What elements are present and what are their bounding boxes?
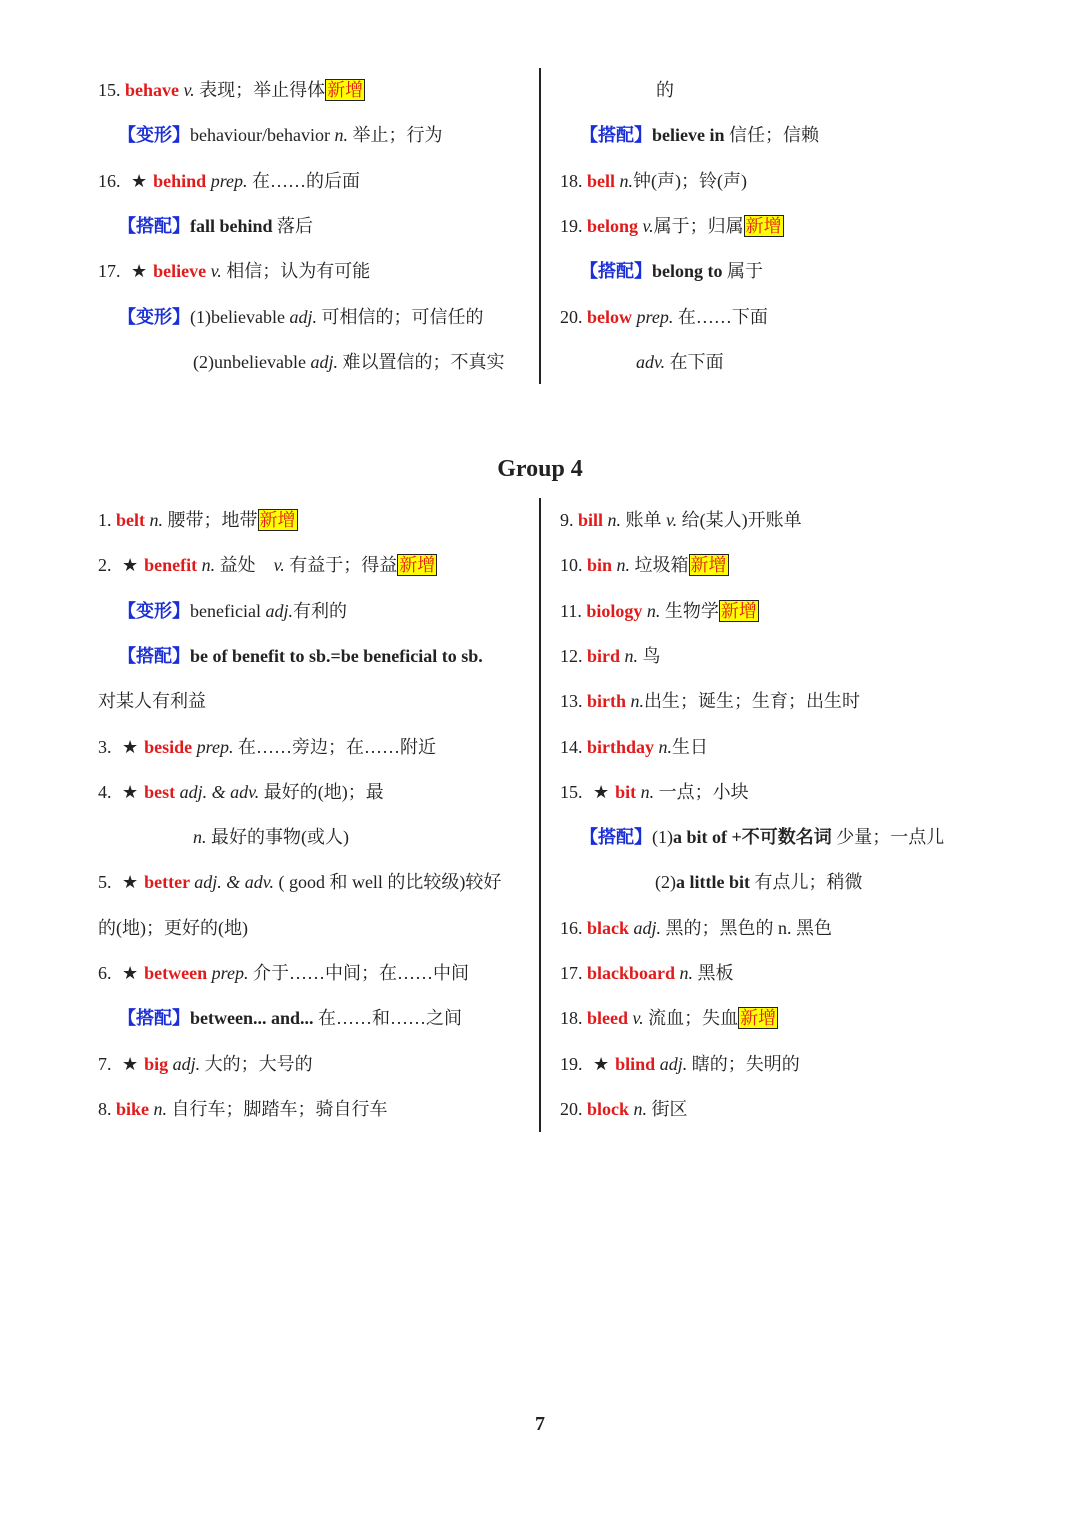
entry-tag: 【变形】 — [118, 125, 190, 146]
part-of-speech: n. — [630, 691, 645, 712]
definition: 鸟 — [638, 645, 661, 666]
headword: behave — [125, 80, 184, 100]
definition: 街区 — [647, 1098, 688, 1119]
star-icon: ★ — [122, 736, 139, 757]
headword: bin — [587, 555, 617, 576]
headword: black — [587, 917, 634, 938]
star-icon: ★ — [122, 1053, 139, 1074]
entry-line — [118, 123, 442, 147]
definition: ( good 和 well 的比较级)较好 — [273, 872, 502, 893]
entry-number: 9. — [560, 510, 578, 530]
collocation: between... and... — [190, 1008, 314, 1029]
headword: beside — [144, 736, 197, 757]
entry-text: (1) — [652, 827, 673, 848]
entry-number: 10. — [560, 555, 587, 576]
part-of-speech: n. — [640, 781, 655, 802]
entry-number: 17. — [98, 261, 125, 282]
headword: blind — [615, 1053, 660, 1074]
entry-line — [118, 644, 483, 668]
collocation: be of benefit to sb.=be beneficial to sb. — [190, 645, 483, 666]
entry-line — [560, 961, 734, 985]
new-badge: 新增 — [745, 215, 782, 236]
new-badge: 新增 — [327, 80, 364, 100]
definition: 自行车；脚踏车；骑自行车 — [167, 1098, 388, 1119]
new-badge: 新增 — [740, 1008, 777, 1029]
entry-line — [98, 78, 365, 102]
headword: bill — [578, 510, 608, 530]
definition: 有点儿；稍微 — [750, 872, 863, 893]
part-of-speech: adj. — [265, 600, 293, 621]
definition: 信任；信赖 — [724, 125, 819, 146]
entry-line — [98, 870, 501, 894]
entry-number: 5. — [98, 872, 116, 893]
entry-number: 1. — [98, 510, 116, 530]
collocation: believe in — [652, 125, 725, 146]
entry-line — [98, 780, 384, 804]
entry-number: 18. — [560, 1008, 587, 1029]
part-of-speech: n. — [624, 645, 639, 666]
entry-line — [560, 1052, 800, 1076]
entry-line — [98, 916, 248, 940]
headword: birthday — [587, 736, 659, 757]
entry-line — [560, 599, 759, 623]
entry-tag: 【搭配】 — [118, 215, 190, 236]
page-number: 7 — [535, 1413, 545, 1435]
definition: 出生；诞生；生育；出生时 — [644, 691, 861, 712]
part-of-speech: n. — [153, 1098, 168, 1119]
headword: better — [144, 872, 195, 893]
headword: between — [144, 963, 212, 983]
definition: 介于……中间；在……中间 — [248, 963, 469, 983]
definition: 有益于；得益 — [284, 555, 398, 576]
entry-line — [98, 1052, 313, 1076]
part-of-speech: v. — [632, 1008, 644, 1029]
entry-line — [98, 961, 469, 985]
part-of-speech: v. — [210, 261, 222, 282]
entry-tag: 【搭配】 — [580, 125, 652, 146]
entry-number: 15. — [98, 80, 125, 100]
part-of-speech: n. — [149, 510, 163, 530]
headword: bit — [615, 781, 641, 802]
entry-number: 8. — [98, 1098, 116, 1119]
definition: 落后 — [272, 215, 314, 236]
part-of-speech: v. — [273, 555, 285, 576]
entry-line — [98, 689, 206, 713]
column-divider-top — [539, 68, 541, 384]
entry-number: 20. — [560, 1098, 587, 1119]
definition: 生日 — [672, 736, 709, 757]
entry-line — [98, 553, 437, 577]
headword: below — [587, 306, 637, 327]
definition: 相信；认为有可能 — [221, 261, 371, 282]
headword: big — [144, 1053, 173, 1074]
definition: 对某人有利益 — [98, 691, 206, 712]
part-of-speech: prep. — [636, 306, 674, 327]
definition: 的 — [656, 80, 674, 100]
entry-tag: 【搭配】 — [580, 827, 652, 848]
headword: bird — [587, 645, 625, 666]
collocation: belong to — [652, 261, 723, 282]
definition: 表现；举止得体 — [194, 80, 326, 100]
entry-number: 4. — [98, 781, 116, 802]
entry-line — [98, 735, 436, 759]
entry-line — [560, 689, 860, 713]
star-icon: ★ — [131, 170, 148, 191]
entry-number: 20. — [560, 306, 587, 327]
entry-line — [636, 350, 724, 374]
star-icon: ★ — [122, 963, 139, 983]
column-divider-group — [539, 498, 541, 1132]
definition: 属于；归属 — [653, 215, 744, 236]
entry-line — [560, 780, 749, 804]
headword: behind — [153, 170, 211, 191]
entry-line — [118, 305, 483, 329]
entry-line — [560, 214, 784, 238]
part-of-speech: n. — [607, 510, 622, 530]
definition: 在……和……之间 — [313, 1008, 463, 1029]
definition: 一点；小块 — [654, 781, 749, 802]
entry-line — [193, 350, 504, 374]
entry-number: 11. — [560, 600, 587, 621]
headword: bleed — [587, 1008, 633, 1029]
part-of-speech: v. — [642, 215, 654, 236]
entry-line — [560, 916, 832, 940]
definition: 少量；一点儿 — [831, 827, 945, 848]
collocation: fall behind — [190, 215, 273, 236]
part-of-speech: adj. — [289, 306, 317, 327]
star-icon: ★ — [593, 1053, 610, 1074]
entry-number: 19. — [560, 1053, 587, 1074]
part-of-speech: adj. — [310, 351, 338, 372]
part-of-speech: adj. & adv. — [194, 872, 274, 893]
definition: 大的；大号的 — [200, 1053, 313, 1074]
entry-line — [560, 1006, 778, 1030]
entry-tag: 【搭配】 — [118, 645, 190, 666]
entry-line — [560, 305, 768, 329]
part-of-speech: n. — [201, 555, 216, 576]
entry-line — [560, 508, 802, 532]
headword: bike — [116, 1098, 154, 1119]
definition: 最好的(地)；最 — [259, 781, 384, 802]
definition: 腰带；地带 — [163, 510, 258, 530]
definition: 举止；行为 — [347, 125, 443, 146]
part-of-speech: v. — [666, 510, 678, 530]
part-of-speech: n. — [679, 963, 694, 983]
entry-line — [98, 169, 360, 193]
entry-text: (2)unbelievable — [193, 351, 311, 372]
entry-line — [98, 259, 370, 283]
entry-line — [656, 78, 674, 102]
definition: 属于 — [722, 261, 764, 282]
part-of-speech: n. — [193, 827, 207, 848]
headword: best — [144, 781, 180, 802]
definition: 有利的 — [292, 600, 347, 621]
entry-tag: 【变形】 — [118, 306, 190, 327]
part-of-speech: adj. — [633, 917, 662, 938]
entry-number: 15. — [560, 781, 587, 802]
part-of-speech: n. — [619, 170, 634, 191]
part-of-speech: adv. — [636, 351, 666, 372]
headword: belt — [116, 510, 150, 530]
entry-line — [98, 508, 298, 532]
part-of-speech: n. — [633, 1098, 648, 1119]
part-of-speech: n. — [334, 125, 348, 146]
group-title: Group 4 — [497, 456, 583, 482]
star-icon: ★ — [122, 555, 139, 576]
definition: 在……旁边；在……附近 — [233, 736, 436, 757]
entry-number: 16. — [560, 917, 587, 938]
part-of-speech: n. — [658, 736, 673, 757]
entry-tag: 【搭配】 — [580, 261, 652, 282]
part-of-speech: prep. — [211, 963, 249, 983]
entry-tag: 【变形】 — [118, 600, 190, 621]
entry-line — [560, 169, 747, 193]
definition: 流血；失血 — [643, 1008, 739, 1029]
definition: 的(地)；更好的(地) — [98, 917, 248, 938]
definition: 可相信的；可信任的 — [316, 306, 484, 327]
new-badge: 新增 — [690, 555, 727, 576]
definition: 在……的后面 — [247, 170, 361, 191]
part-of-speech: v. — [183, 80, 195, 100]
entry-text: (1)believable — [190, 306, 290, 327]
definition: 钟(声)；铃(声) — [633, 170, 747, 191]
entry-line — [560, 1097, 688, 1121]
entry-number: 3. — [98, 736, 116, 757]
headword: bell — [587, 170, 620, 191]
part-of-speech: adj. & adv. — [179, 781, 260, 802]
star-icon: ★ — [131, 261, 148, 282]
entry-number: 14. — [560, 736, 587, 757]
definition: 瞎的；失明的 — [687, 1053, 800, 1074]
part-of-speech: adj. — [172, 1053, 201, 1074]
star-icon: ★ — [122, 872, 139, 893]
definition: 给(某人)开账单 — [677, 510, 802, 530]
definition: 黑的；黑色的 n. 黑色 — [661, 917, 833, 938]
part-of-speech: n. — [646, 600, 661, 621]
entry-number: 13. — [560, 691, 587, 712]
definition: 账单 — [621, 510, 667, 530]
entry-line — [655, 870, 863, 894]
definition: 在……下面 — [673, 306, 768, 327]
headword: birth — [587, 691, 631, 712]
entry-number: 2. — [98, 555, 116, 576]
entry-number: 18. — [560, 170, 587, 191]
entry-text: (2) — [655, 872, 676, 893]
entry-line — [560, 735, 708, 759]
part-of-speech: adj. — [659, 1053, 688, 1074]
part-of-speech: prep. — [196, 736, 234, 757]
entry-line — [560, 553, 729, 577]
definition: 生物学 — [660, 600, 719, 621]
headword: biology — [586, 600, 647, 621]
entry-number: 19. — [560, 215, 587, 236]
entry-number: 12. — [560, 645, 587, 666]
collocation: a little bit — [676, 872, 750, 893]
new-badge: 新增 — [720, 600, 757, 621]
definition: 垃圾箱 — [630, 555, 689, 576]
entry-tag: 【搭配】 — [118, 1008, 190, 1029]
headword: benefit — [144, 555, 202, 576]
entry-number: 7. — [98, 1053, 116, 1074]
entry-line — [118, 214, 313, 238]
entry-line — [118, 1006, 462, 1030]
entry-line — [560, 644, 661, 668]
definition: 黑板 — [693, 963, 734, 983]
definition: 益处 — [215, 555, 274, 576]
headword: believe — [153, 261, 211, 282]
new-badge: 新增 — [399, 555, 436, 576]
entry-line — [193, 825, 349, 849]
entry-number: 16. — [98, 170, 125, 191]
star-icon: ★ — [122, 781, 139, 802]
definition: 在下面 — [665, 351, 724, 372]
headword: blackboard — [587, 963, 680, 983]
entry-line — [580, 825, 944, 849]
part-of-speech: prep. — [210, 170, 248, 191]
entry-line — [580, 259, 763, 283]
definition: 最好的事物(或人) — [206, 827, 349, 848]
entry-number: 17. — [560, 963, 587, 983]
headword: belong — [587, 215, 643, 236]
collocation: a bit of +不可数名词 — [673, 827, 832, 848]
entry-line — [98, 1097, 388, 1121]
entry-line — [118, 599, 347, 623]
entry-text: behaviour/behavior — [190, 125, 335, 146]
entry-number: 6. — [98, 963, 116, 983]
new-badge: 新增 — [259, 510, 296, 530]
definition: 难以置信的；不真实 — [337, 351, 505, 372]
part-of-speech: n. — [616, 555, 631, 576]
headword: block — [587, 1098, 634, 1119]
star-icon: ★ — [593, 781, 610, 802]
entry-text: beneficial — [190, 600, 266, 621]
entry-line — [580, 123, 819, 147]
